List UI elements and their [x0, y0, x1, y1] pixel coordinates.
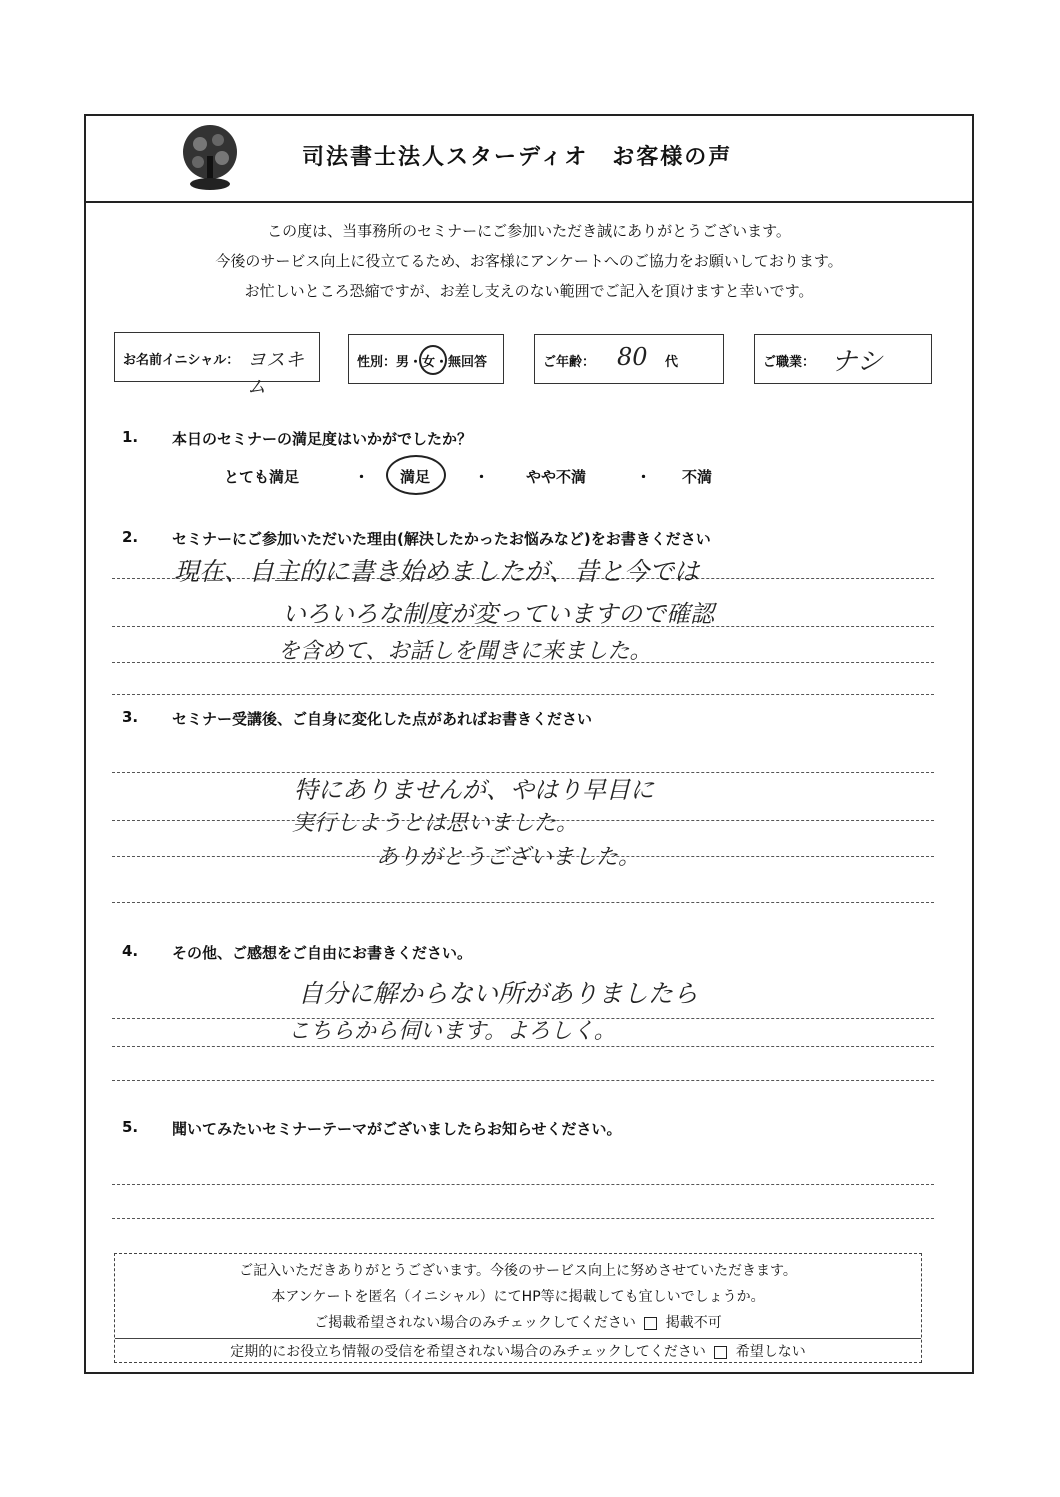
q2-number: 2.: [122, 528, 139, 546]
gender-label: 性別：男・女・無回答: [357, 355, 488, 370]
initial-label: お名前イニシャル：: [123, 353, 240, 368]
tree-logo-icon: [178, 122, 242, 194]
notice-line: ご記入いただきありがとうございます。今後のサービス向上に努めさせていただきます。: [239, 1263, 797, 1279]
q1-question: 本日のセミナーの満足度はいかがでしたか？: [172, 430, 473, 448]
q4-answer-line: 自分に解からない所がありましたら: [298, 979, 699, 1008]
notice-line: 本アンケートを匿名（イニシャル）にてHP等に掲載しても宜しいでしょうか。: [271, 1289, 765, 1305]
publish-opt-out-checkbox[interactable]: [644, 1317, 657, 1330]
q1-number: 1.: [122, 428, 139, 446]
q4-answer-line: こちらから伺います。よろしく。: [288, 1019, 616, 1044]
q1-option[interactable]: やや不満: [526, 468, 587, 486]
job-label: ご職業：: [763, 355, 816, 370]
notice-box: [114, 1253, 922, 1363]
q3-number: 3.: [122, 708, 139, 726]
q3-answer-line: 実行しようとは思いました。: [292, 811, 579, 836]
initial-field[interactable]: [114, 332, 320, 398]
age-field[interactable]: [534, 334, 724, 384]
q5-question: 聞いてみたいセミナーテーマがございましたらお知らせください。: [172, 1120, 622, 1138]
intro-line: お忙しいところ恐縮ですが、お差し支えのない範囲でご記入を頂けますと幸いです。: [244, 282, 814, 300]
q3-answer-line: 特にありませんが、やはり早目に: [294, 776, 654, 804]
age-suffix: 代: [665, 355, 679, 370]
q3-answer-line: ありがとうございました。: [376, 845, 641, 870]
newsletter-opt-out-checkbox[interactable]: [714, 1346, 727, 1359]
q1-option[interactable]: 不満: [682, 468, 713, 486]
q4-question: その他、ご感想をご自由にお書きください。: [172, 944, 473, 962]
q2-answer-line: 現在、自主的に書き始めましたが、昔と今では: [174, 557, 700, 586]
survey-form: 司法書士法人スターディオ お客様の声 この度は、当事務所のセミナーにご参加いただき誠にありがとうございます。 今後のサービス向上に役立てるため、お客様にアンケートへのご協力をお願いしております。 お忙しいところ恐縮ですが、お差し支えのない範囲でご記入を頂けますと幸いです。 お名前イニシャル： ヨスキム 性別：男・女・無回答 ご年齢： 80 代 ご職業： ナシ 1. 本日のセミナーの満足度はいかがでしたか？ とても満足 ・ 満足 ・ やや不満 ・ 不満 2. セミナーにご参加いただいた理由(解決したかったお悩みなど)をお書きください 現在、自主的に書き始めましたが、昔と今では いろいろな制度が変っていますので確認 を含めて、お話しを聞きに来ました。 3. セミナー受講後、ご自身に変化した点があればお書きください 特にありませんが、やはり早目に 実行しようとは思いました。 ありがとうございました。 4. その他、ご感想をご自由にお書きください。 自分に解からない所がありましたら こちらから伺います。よろしく。 5. 聞いてみたいセミナーテーマがございましたらお知らせください。 ご記入いただきありがとうございます。今後のサービス向上に努めさせていただきます。 本アンケートを匿名（イニシャル）にてHP等に掲載しても宜しいでしょうか。 ご掲載希望されない場合のみチェックしてください 掲載不可 定期的にお役立ち情報の受信を希望されない場合のみチェックしてください 希望しない: [84, 114, 974, 1374]
intro-line: 今後のサービス向上に役立てるため、お客様にアンケートへのご協力をお願いしております。: [215, 252, 843, 270]
q1-option[interactable]: とても満足: [224, 468, 300, 486]
page-title: 司法書士法人スターディオ お客様の声: [302, 145, 733, 170]
q3-question: セミナー受講後、ご自身に変化した点があればお書きください: [172, 710, 593, 728]
q2-question: セミナーにご参加いただいた理由(解決したかったお悩みなど)をお書きください: [172, 530, 711, 548]
job-field[interactable]: [754, 334, 932, 384]
gender-selected-circle: [419, 345, 447, 375]
intro-line: この度は、当事務所のセミナーにご参加いただき誠にありがとうございます。: [267, 222, 791, 240]
q5-number: 5.: [122, 1118, 139, 1136]
age-value: 80: [617, 343, 648, 371]
q1-selected-circle: [386, 455, 446, 495]
q2-answer-line: いろいろな制度が変っていますので確認: [282, 600, 714, 628]
form-header: [86, 116, 972, 203]
notice-line-newsletter: 定期的にお役立ち情報の受信を希望されない場合のみチェックしてください 希望しない: [115, 1338, 921, 1361]
q1-option-selected[interactable]: 満足: [400, 468, 431, 486]
q4-number: 4.: [122, 942, 139, 960]
age-label: ご年齢：: [543, 355, 596, 370]
initial-value: ヨスキム: [247, 349, 305, 398]
job-value: ナシ: [831, 347, 883, 377]
notice-line-publish: ご掲載希望されない場合のみチェックしてください 掲載不可: [314, 1315, 722, 1331]
gender-field[interactable]: [348, 334, 504, 384]
q2-answer-line: を含めて、お話しを聞きに来ました。: [278, 639, 652, 664]
